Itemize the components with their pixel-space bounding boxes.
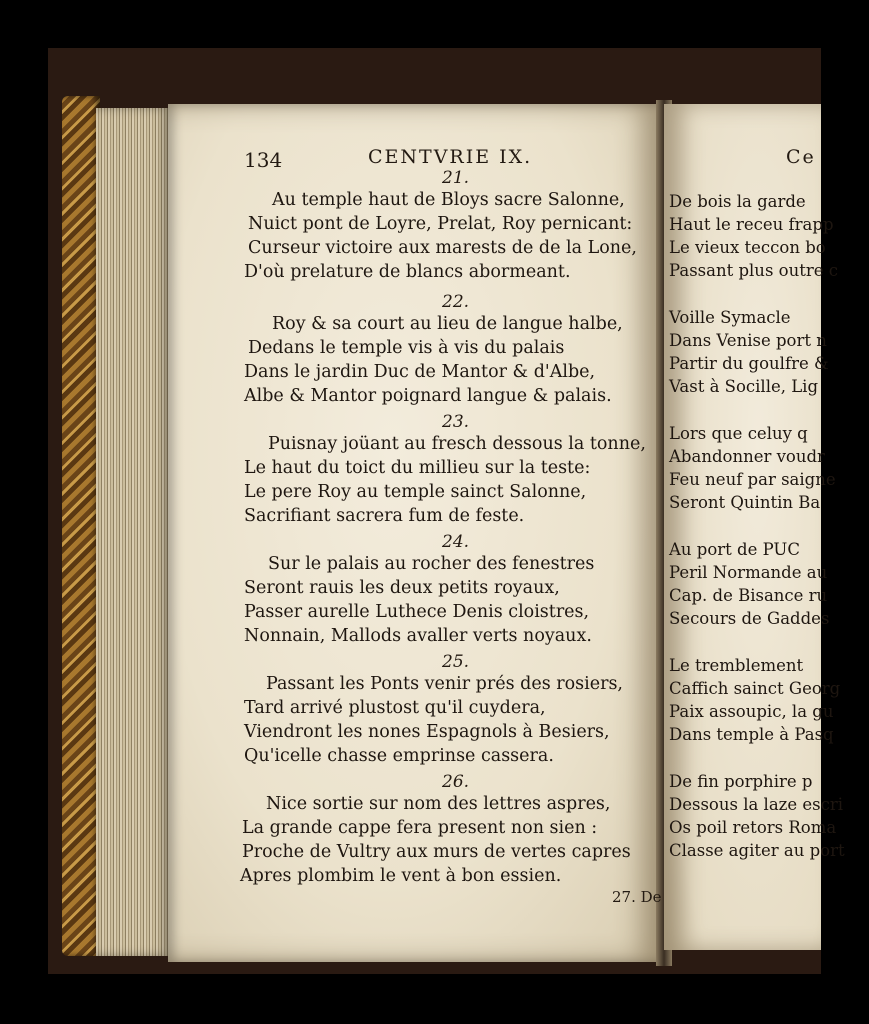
catchword: 27. De [612,888,662,906]
verse-line-right: Classe agiter au port [669,841,845,860]
verse-line-right: Secours de Gaddes [669,609,830,628]
verse-line-right: Passant plus outre c [669,261,838,280]
verse-line-right: Os poil retors Roma [669,818,837,837]
verse-line: Passant les Ponts venir prés des rosiers, [266,674,623,694]
verse-line: Au temple haut de Bloys sacre Salonne, [272,190,625,210]
verse-line: Puisnay joüant au fresch dessous la tonne, [268,434,646,454]
verse-line: Le haut du toict du millieu sur la teste: [244,458,591,478]
quatrain-number: 21. [442,168,470,188]
verse-line: Seront rauis les deux petits royaux, [244,578,560,598]
verse-line-right: De fin porphire p [669,772,813,791]
page-stack-edge [96,108,170,956]
verse-line-right: Le tremblement [669,656,804,675]
verse-line: Dedans le temple vis à vis du palais [248,338,565,358]
verse-line-right: Cap. de Bisance ru [669,586,828,605]
verse-line-right: Lors que celuy q [669,424,808,443]
verse-line: Sacrifiant sacrera fum de feste. [244,506,525,526]
verse-line-right: Caffich sainct Georg [669,679,841,698]
verse-line: Tard arrivé plustost qu'il cuydera, [244,698,546,718]
verse-line-right: Vast à Socille, Lig [669,377,819,396]
verse-line: Curseur victoire aux marests de de la Lone, [248,238,637,258]
verse-line-right: Haut le receu frapp [669,215,834,234]
book-cover-edge [62,96,100,956]
verse-line-right: Le vieux teccon bo [669,238,826,257]
verse-line-right: Partir du goulfre & [669,354,829,373]
quatrain-number: 25. [442,652,470,672]
verse-line-right: Abandonner voudr [669,447,825,466]
quatrain-number: 24. [442,532,470,552]
page-number: 134 [244,148,283,172]
verse-line-right: Seront Quintin Ba [669,493,821,512]
verse-line: Qu'icelle chasse emprinse cassera. [244,746,554,766]
verse-line: Passer aurelle Luthece Denis cloistres, [244,602,590,622]
running-head: CENTVRIE IX. [368,146,533,168]
quatrain-number: 23. [442,412,470,432]
verse-line: Nice sortie sur nom des lettres aspres, [266,794,611,814]
verse-line-right: Peril Normande au [669,563,828,582]
verse-line: Nuict pont de Loyre, Prelat, Roy pernicant: [248,214,633,234]
verse-line: La grande cappe fera present non sien : [242,818,598,838]
verse-line-right: Dans temple à Pasq [669,725,834,744]
verse-line-right: Dessous la laze escri [669,795,844,814]
verse-line-right: Dans Venise port n [669,331,827,350]
verse-line-right: De bois la garde [669,192,806,211]
verse-line: Roy & sa court au lieu de langue halbe, [272,314,623,334]
verse-line: Albe & Mantor poignard langue & palais. [244,386,612,406]
verse-line-right: Voille Symacle [669,308,791,327]
verse-line: Dans le jardin Duc de Mantor & d'Albe, [244,362,596,382]
verse-line: Nonnain, Mallods avaller verts noyaux. [244,626,592,646]
quatrain-number: 22. [442,292,470,312]
verse-line: Viendront les nones Espagnols à Besiers, [244,722,610,742]
verse-line: Apres plombim le vent à bon essien. [240,866,562,886]
verse-line: Le pere Roy au temple sainct Salonne, [244,482,587,502]
verse-line: D'où prelature de blancs abormeant. [244,262,571,282]
verse-line-right: Paix assoupic, la gu [669,702,834,721]
quatrain-number: 26. [442,772,470,792]
verse-line-right: Feu neuf par saigne [669,470,836,489]
verse-line-right: Au port de PUC [669,540,800,559]
verse-line: Proche de Vultry aux murs de vertes capres [242,842,631,862]
verse-line: Sur le palais au rocher des fenestres [268,554,595,574]
running-head-right: Ce [786,146,816,168]
